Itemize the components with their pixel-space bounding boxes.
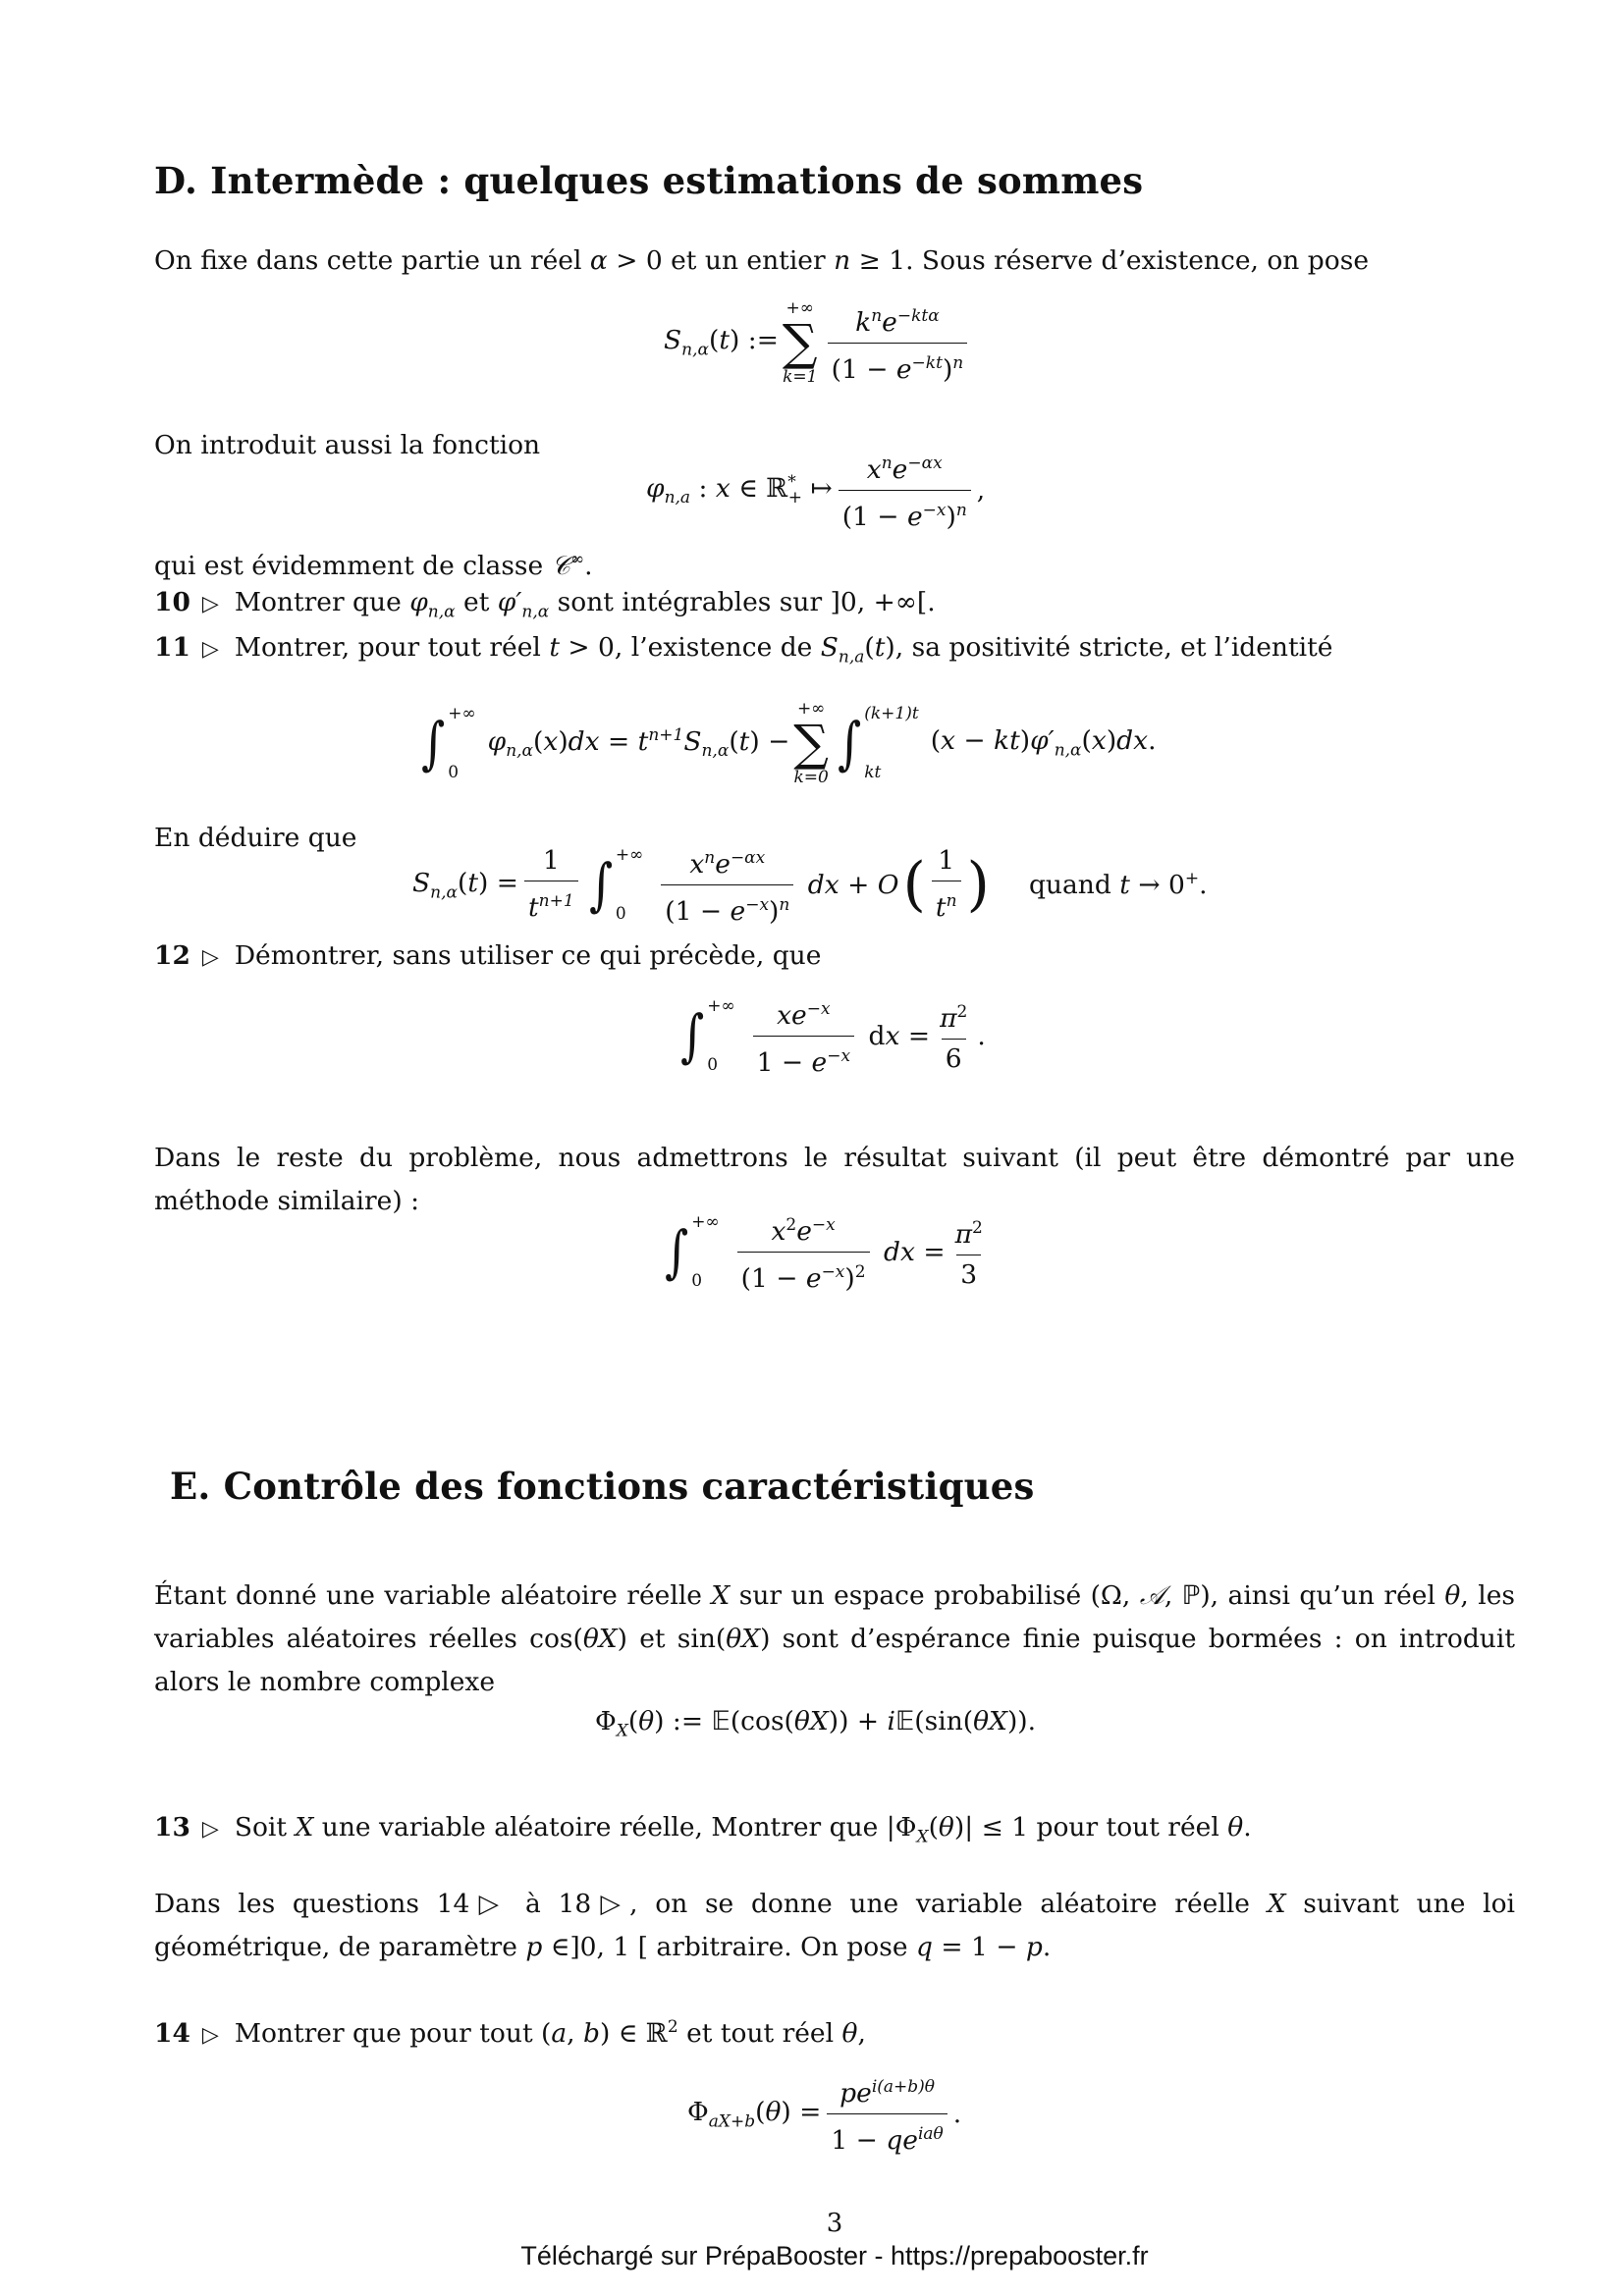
triangle-icon: ▷	[201, 637, 219, 662]
equation-geometric-characteristic: $\Phi_{aX+b}(\theta)$ = $\frac{pe^{i(a+b)\theta}}{1 - qe^{ia\theta}}$ .	[687, 2077, 962, 2156]
intro-phi-text: On introduit aussi la fonction	[154, 430, 541, 460]
equation-identity: ∫ +∞ 0 $\varphi_{n,\alpha}(x)dx = t^{n+1}S_{n,\alpha}(t)$ − +∞ ∑ k=0 ∫ (k+1)t kt $(x - kt)\varphi'_{n,\alpha}(x)dx$.	[421, 699, 1157, 787]
triangle-icon: ▷	[201, 592, 219, 616]
equation-pi-squared-over-6: ∫ +∞ 0 $\frac{xe^{-x}}{1 - e^{-x}}$ dx = $\frac{\pi^2}{6}$ .	[680, 996, 986, 1078]
deduce-text: En déduire que	[154, 823, 357, 853]
download-source-link[interactable]: Téléchargé sur PrépaBooster - https://prepabooster.fr	[520, 2241, 1149, 2270]
triangle-icon: ▷	[201, 945, 219, 970]
equation-asymptotic: $S_{n,\alpha}(t)$ = $\frac{1}{t^{n+1}}$ ∫ +∞ 0 $\frac{x^ne^{-\alpha x}}{(1 - e^{-x})^n}$ dx + O ( $\frac{1}{t^n}$ ) quand t → 0+.	[412, 845, 1208, 927]
question-14: 14 ▷ Montrer que pour tout (a, b) ∈ ℝ$^2$ et tout réel θ,	[154, 2005, 866, 2057]
question-13: 13 ▷ Soit X une variable aléatoire réelle, Montrer que $|\Phi_X(\theta)| \le 1$ pour tout réel θ.	[154, 1806, 1252, 1858]
section-d-intro: On fixe dans cette partie un réel α > 0 et un entier n ≥ 1. Sous réserve d’existence, on pose	[154, 245, 1369, 276]
question-11: 11 ▷ Montrer, pour tout réel t > 0, l’existence de $S_{n,a}(t)$, sa positivité stricte, et l’identité	[154, 626, 1332, 678]
question-12: 12 ▷ Démontrer, sans utiliser ce qui précède, que	[154, 934, 821, 980]
section-e-intro: Étant donné une variable aléatoire réelle X sur un espace probabilisé (Ω, 𝒜, ℙ), ainsi qu’un réel θ, les variables aléatoires réelles cos(θX) et sin(θX) sont d’espérance finie puisque bormées : on introduit alors le nombre complexe	[154, 1580, 1515, 1697]
admit-text: Dans le reste du problème, nous admettrons le résultat suivant (il peut être démontré par une méthode similaire) :	[154, 1143, 1515, 1216]
page-number: 3	[826, 2209, 843, 2238]
equation-s-definition: $S_{n,\alpha}(t)$ := +∞ ∑ k=1 $\frac{k^ne^{-kt\alpha}}{(1 - e^{-kt})^n}$	[664, 298, 973, 387]
section-d-title: D. Intermède : quelques estimations de sommes	[154, 159, 1144, 202]
question-10: 10 ▷ Montrer que $\varphi_{n,\alpha}$ et $\varphi'_{n,\alpha}$ sont intégrables sur ]0, +∞[.	[154, 581, 936, 633]
triangle-icon: ▷	[201, 1817, 219, 1842]
equation-pi-squared-over-3: ∫ +∞ 0 $\frac{x^2e^{-x}}{(1 - e^{-x})^2}$ dx = $\frac{\pi^2}{3}$	[665, 1212, 983, 1294]
equation-characteristic-function: $\Phi_X(\theta)$ := 𝔼(cos(θX)) + i𝔼(sin(θX)).	[595, 1706, 1037, 1741]
geometric-law-text: Dans les questions 14▷ à 18▷, on se donne une variable aléatoire réelle X suivant une loi géométrique, de paramètre p ∈]0, 1 [ arbitraire. On pose q = 1 − p.	[154, 1889, 1516, 1962]
equation-phi-definition: $\varphi_{n,a}$ : x ∈ ℝ*$_+$ ↦ $\frac{x^ne^{-\alpha x}}{(1 - e^{-x})^n}$ ,	[646, 454, 986, 532]
sum-symbol: +∞ ∑ k=1	[782, 298, 818, 387]
section-e-title: E. Contrôle des fonctions caractéristiques	[170, 1465, 1035, 1508]
triangle-icon: ▷	[201, 2022, 219, 2048]
class-c-infinity-text: qui est évidemment de classe 𝒞∞.	[154, 550, 593, 581]
